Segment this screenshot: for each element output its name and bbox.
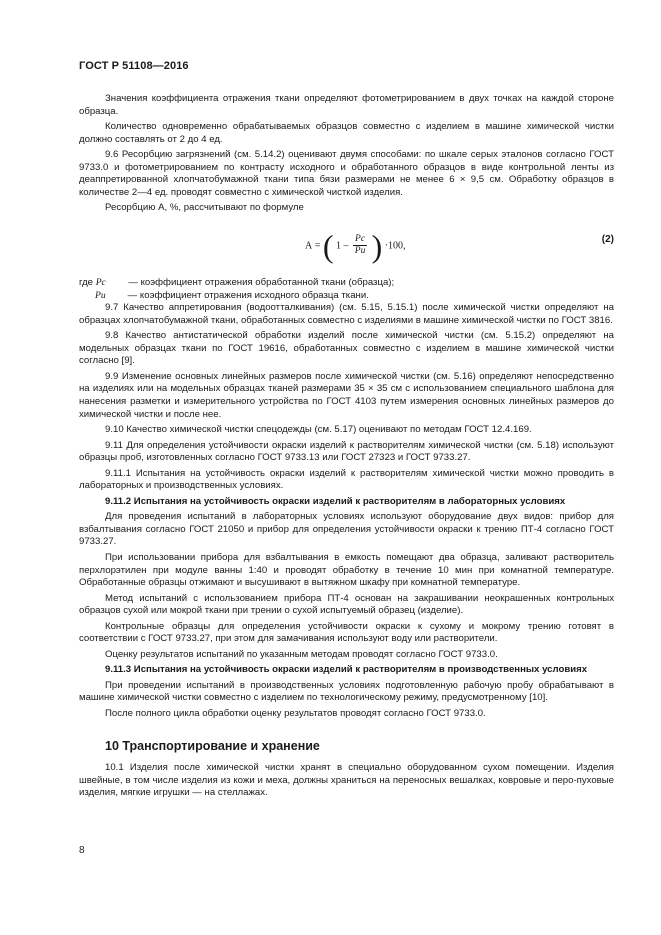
legend-symbol: Pи: [95, 289, 106, 301]
formula-paren-open: (: [322, 227, 334, 264]
formula-tail: ·100,: [384, 240, 406, 252]
paragraph: 9.10 Качество химической чистки спецодежды (см. 5.17) оценивают по методам ГОСТ 12.4.169.: [105, 424, 532, 436]
formula-legend: [79, 277, 614, 302]
formula-number: (2): [601, 233, 614, 245]
paragraph: Контрольные образцы для определения устойчивости окраски к сухому и мокрому трению готовят в соответствии с ГОСТ 9733.27, при этом для замачивания используют воду или растворители.: [79, 620, 614, 645]
document-body: [79, 93, 614, 803]
paragraph: 9.6 Ресорбцию загрязнений (см. 5.14.2) оценивают двумя способами: по шкале серых эталонов согласно ГОСТ 9733.0 и фотометрированием по контрасту исходного и обработанного образцов в виде контрольной ленты из деаппретированной хлопчатобумажной ткани типа бязи размерами не менее 6 × 9,5 см. Обработку образцов в количестве 2—4 ед. проводят совместно с химической чисткой изделия.: [79, 149, 614, 198]
page-number: 8: [79, 845, 85, 856]
paragraph: Оценку результатов испытаний по указанным методам проводят согласно ГОСТ 9733.0.: [105, 648, 498, 660]
subsection-heading: 9.11.2 Испытания на устойчивость окраски изделий к растворителям в лабораторных условиях: [105, 495, 566, 507]
legend-text: — коэффициент отражения обработанной ткани (образца);: [128, 276, 395, 288]
paragraph: 9.11.1 Испытания на устойчивость окраски изделий к растворителям химической чистки можно проводить в лабораторных и производственных условиях.: [79, 467, 614, 492]
paragraph: 9.8 Качество антистатической обработки изделий после химической чистки (см. 5.15.2) определяют на модельных образцах ткани по ГОСТ 19616, обработанных совместно с изделием в машине химической чистки согласно [9].: [79, 330, 614, 367]
paragraph: После полного цикла обработки оценку результатов проводят согласно ГОСТ 9733.0.: [105, 707, 486, 719]
paragraph: 10.1 Изделия после химической чистки хранят в специально оборудованном сухом помещении. Изделия швейные, в том числе изделия из кожи и меха, должны храниться на переносных вешалках, ковровые и перо-пуховые изделия, мягкие игрушки — на стеллажах.: [79, 761, 614, 799]
paragraph: Ресорбцию А, %, рассчитывают по формуле: [105, 202, 304, 214]
paragraph: 9.11 Для определения устойчивости окраски изделий к растворителям химической чистки (см. 5.18) используют образцы проб, изготовленных согласно ГОСТ 9733.13 или ГОСТ 27323 и ГОСТ 9733.27.: [79, 439, 614, 464]
formula-paren-close: ): [371, 227, 383, 264]
formula-denominator: Pи: [354, 246, 366, 257]
formula-block: [79, 218, 614, 276]
legend-where: где: [79, 276, 94, 288]
section-title: 10 Транспортирование и хранение: [105, 739, 320, 754]
legend-row: [79, 277, 614, 290]
legend-symbol: Pс: [95, 276, 106, 288]
legend-text: — коэффициент отражения исходного образца ткани.: [127, 289, 369, 301]
document-header: ГОСТ Р 51108—2016: [79, 60, 189, 72]
formula-numerator: Pc: [355, 234, 366, 245]
formula-one: 1 –: [336, 240, 349, 252]
paragraph: Метод испытаний с использованием прибора ПТ-4 основан на закрашивании неокрашенных контрольных образцов сухой или мокрой ткани при трении о сухой испытуемый образец (изделие).: [79, 592, 614, 617]
formula-fraction: [353, 234, 367, 257]
formula-expression: [305, 227, 406, 264]
paragraph: При использовании прибора для взбалтывания в емкость помещают два образца, заливают растворитель перхлорэтилен при модуле ванны 1:40 и проводят обработку в течение 10 мин при комнатной температуре. Обработанные образцы отжимают и высушивают в вытяжном шкафу при комнатной температуре.: [79, 551, 614, 589]
paragraph: Количество одновременно обрабатываемых образцов совместно с изделием в машине химической чистки должно составлять от 2 до 4 ед.: [79, 121, 614, 145]
paragraph: 9.7 Качество аппретирования (водоотталкивания) (см. 5.15, 5.15.1) после химической чистки определяют на образцах хлопчатобумажной ткани, обработанных совместно с изделиями в машине химической чистки по ГОСТ 3816.: [79, 302, 614, 326]
subsection-heading: 9.11.3 Испытания на устойчивость окраски изделий к растворителям в производственных условиях: [105, 664, 588, 676]
paragraph: Значения коэффициента отражения ткани определяют фотометрированием в двух точках на каждой стороне образца.: [79, 93, 614, 117]
legend-row: [79, 290, 614, 303]
paragraph: Для проведения испытаний в лабораторных условиях используют оборудование двух видов: прибор для взбалтывания согласно ГОСТ 21050 и прибор для определения устойчивости окраски к трению ПТ-4 согласно ГОСТ 9733.27.: [79, 511, 614, 548]
paragraph: При проведении испытаний в производственных условиях подготовленную рабочую пробу обрабатывают в машине химической чистки совместно с изделием по технологическому режиму, предусмотренному [10].: [79, 679, 614, 704]
paragraph: 9.9 Изменение основных линейных размеров после химической чистки (см. 5.16) определяют непосредственно на изделиях или на модельных образцах тканей размерами 35 × 35 см с использованием специального шаблона для нанесения разметки и измерительного устройства по ГОСТ 4103 путем измерения основных линейных размеров до химической чистки и после нее.: [79, 370, 614, 420]
formula-lhs: А =: [305, 240, 321, 252]
